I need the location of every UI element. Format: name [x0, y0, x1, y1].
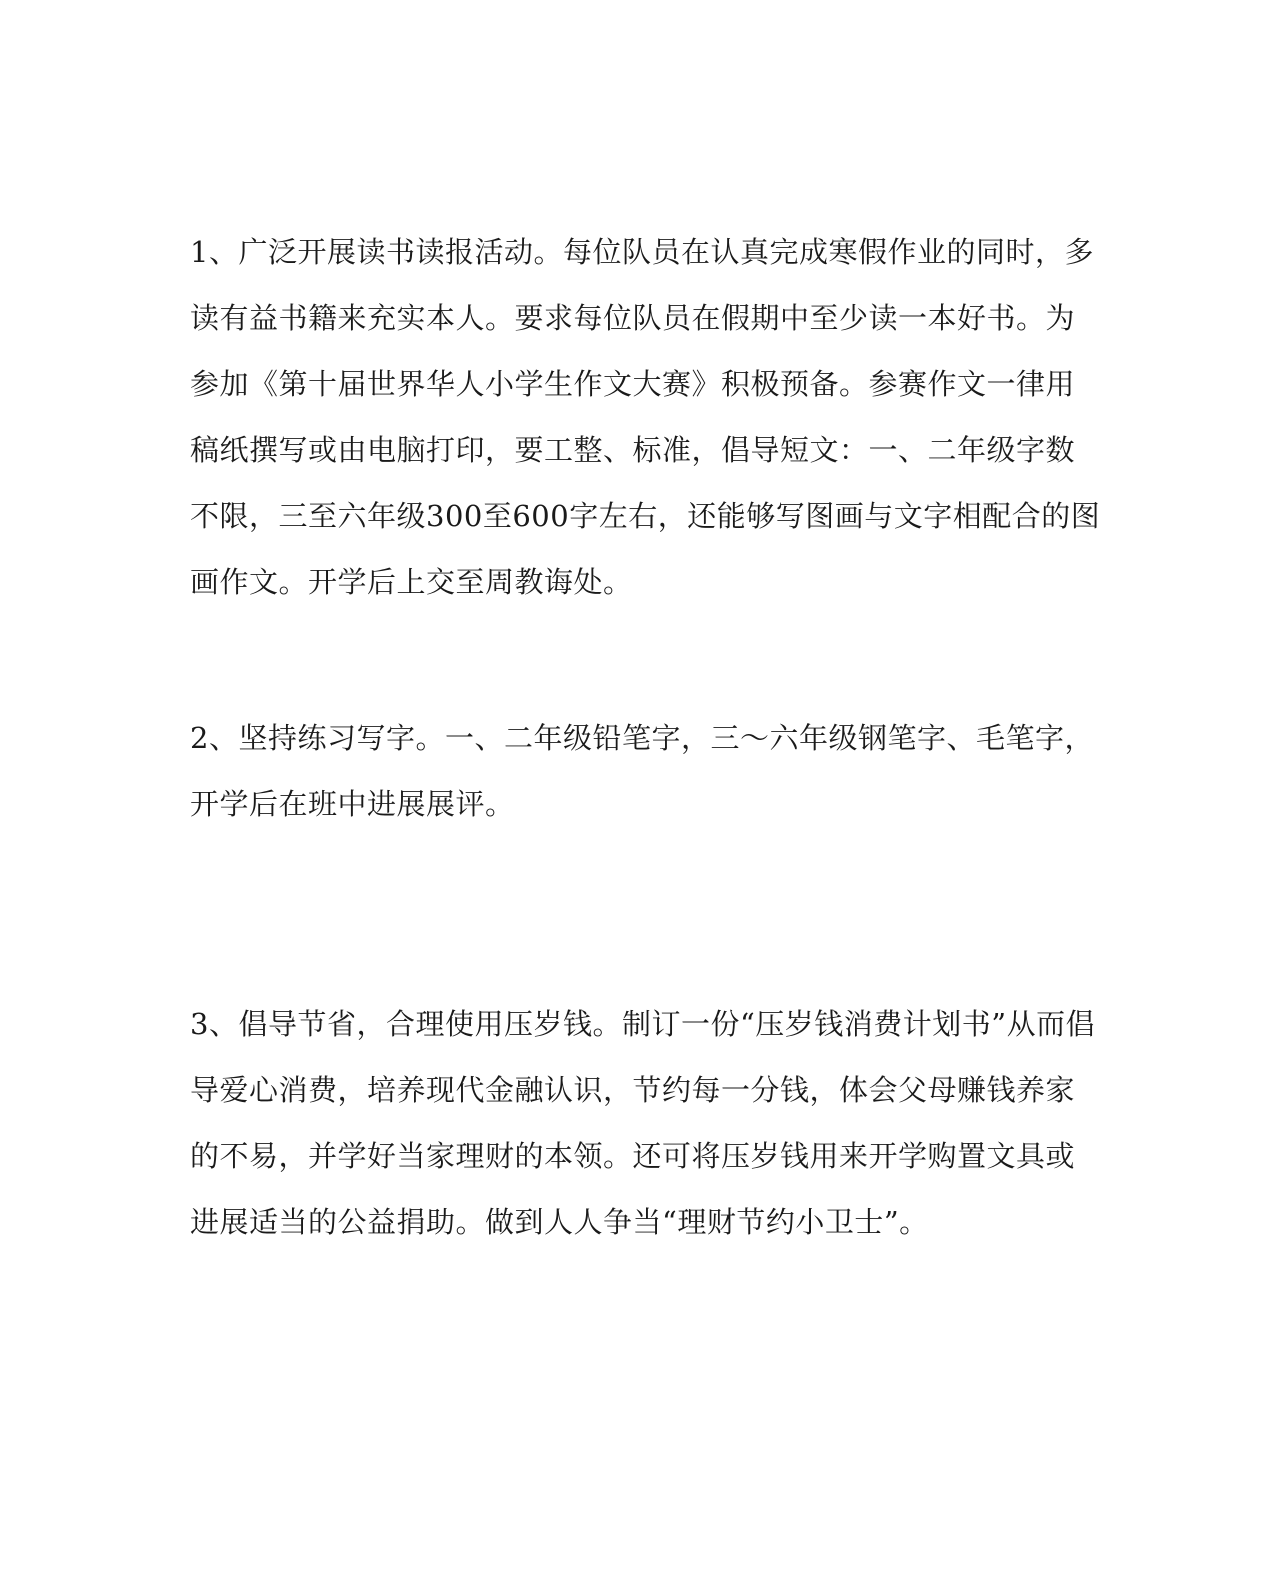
- text-line: 画作文。开学后上交至周教诲处。: [190, 565, 633, 599]
- text-line: 进展适当的公益捐助。做到人人争当“理财节约小卫士”。: [190, 1205, 929, 1239]
- text-line: 导爱心消费，培养现代金融认识，节约每一分钱，体会父母赚钱养家: [190, 1073, 1076, 1107]
- text-line: 不限，三至六年级300至600字左右，还能够写图画与文字相配合的图: [190, 499, 1101, 533]
- text-line: 稿纸撰写或由电脑打印，要工整、标准，倡导短文：一、二年级字数: [190, 433, 1076, 467]
- text-line: 3、倡导节省，合理使用压岁钱。制订一份“压岁钱消费计划书”从而倡: [190, 1007, 1096, 1041]
- text-line: 开学后在班中进展展评。: [190, 787, 515, 821]
- paragraph-reading-activity: [190, 219, 1101, 615]
- paragraph-money-management: [190, 991, 1096, 1255]
- text-line: 读有益书籍来充实本人。要求每位队员在假期中至少读一本好书。为: [190, 301, 1076, 335]
- text-line: 2、坚持练习写字。一、二年级铅笔字，三～六年级钢笔字、毛笔字，: [190, 721, 1094, 755]
- text-line: 1、广泛开展读书读报活动。每位队员在认真完成寒假作业的同时，多: [190, 235, 1094, 269]
- text-line: 参加《第十届世界华人小学生作文大赛》积极预备。参赛作文一律用: [190, 367, 1076, 401]
- paragraph-handwriting-practice: [190, 705, 1094, 837]
- text-line: 的不易，并学好当家理财的本领。还可将压岁钱用来开学购置文具或: [190, 1139, 1076, 1173]
